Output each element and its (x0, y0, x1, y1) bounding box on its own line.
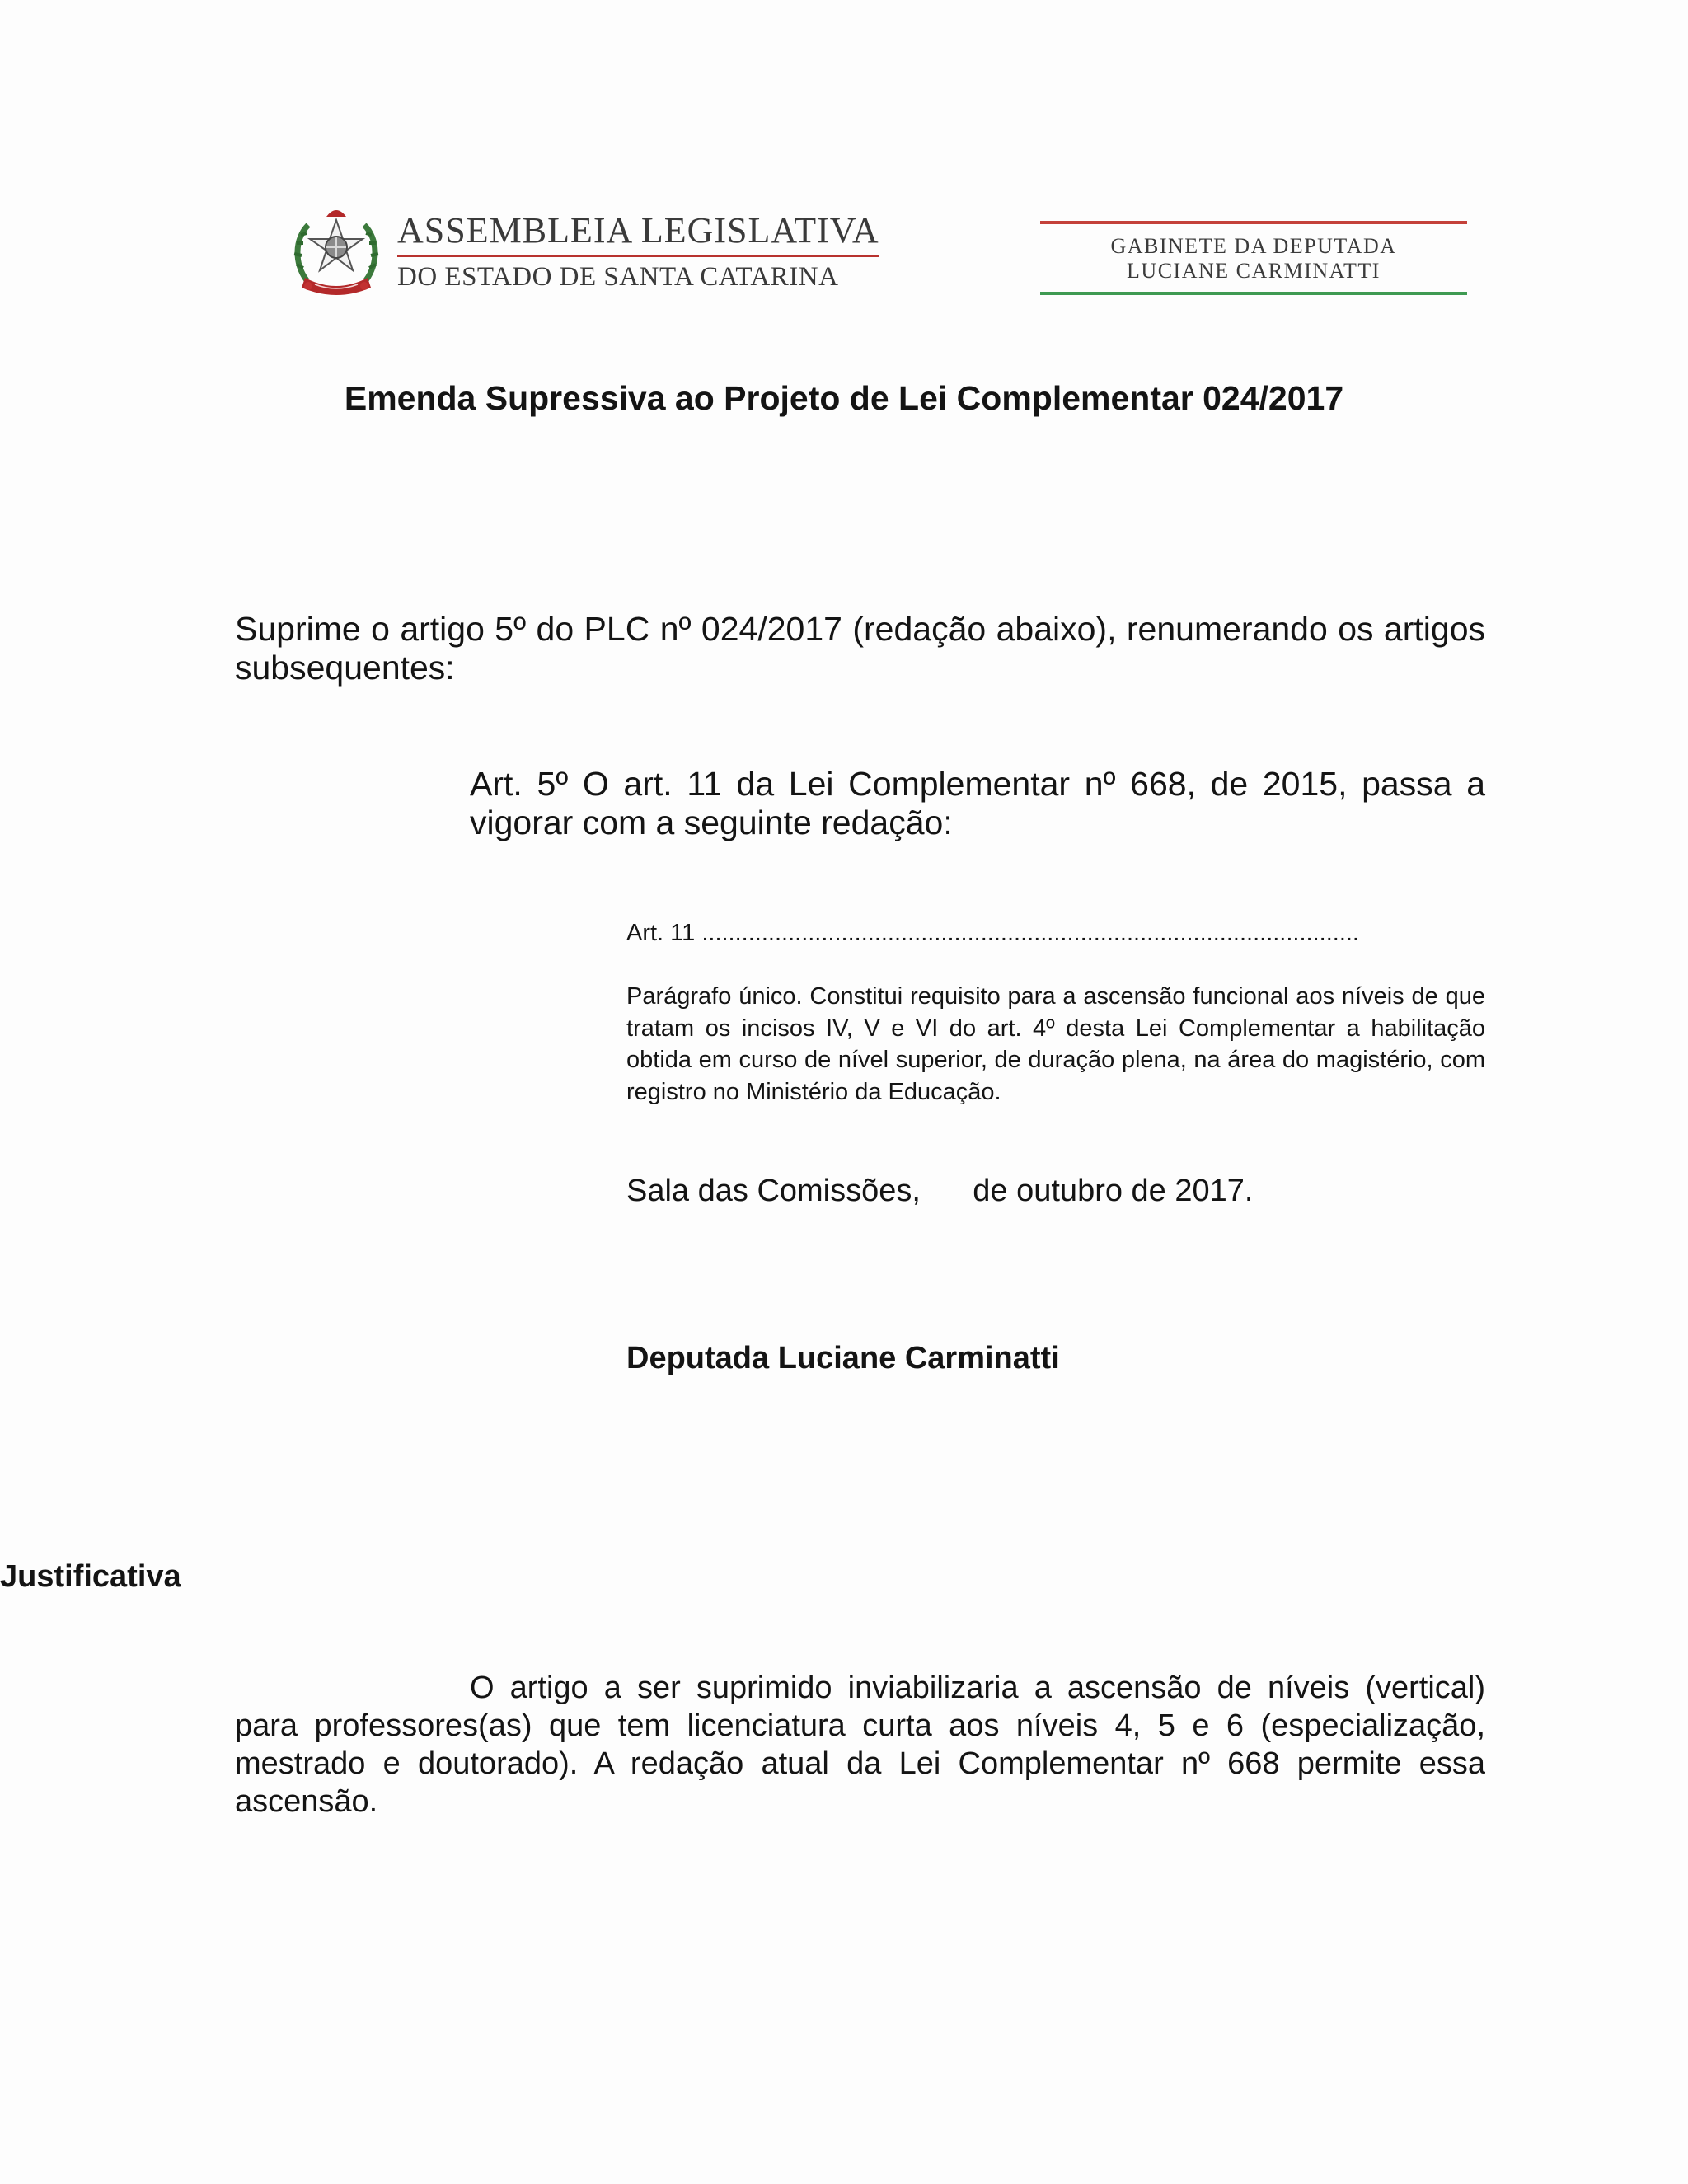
assembly-name (397, 209, 879, 292)
assembly-name-line1: ASSEMBLEIA LEGISLATIVA (397, 209, 879, 251)
document-title: Emenda Supressiva ao Projeto de Lei Complementar 024/2017 (344, 379, 1344, 417)
assembly-header (290, 198, 879, 305)
cabinet-header (1040, 221, 1467, 295)
cabinet-name-line2: LUCIANE CARMINATTI (1127, 259, 1381, 283)
cabinet-name (1040, 224, 1467, 292)
sole-paragraph-text: Parágrafo único. Constitui requisito para a ascensão funcional aos níveis de que tratam os incisos IV, V e VI do art. 4º desta Lei Complementar a habilitação obtida em curso de nível superior, de duração plena, na área do magistério, com registro no Ministério da Educação. (626, 983, 1485, 1105)
article-11-heading: Art. 11 ................................................................................................... (626, 920, 1359, 946)
cabinet-bottom-rule (1040, 292, 1467, 295)
justification-text: O artigo a ser suprimido inviabilizaria a ascensão de níveis (vertical) para professores(as) que tem licenciatura curta aos níveis 4, 5 e 6 (especialização, mestrado e doutorado). A redação atual da Lei Complementar nº 668 permite essa ascensão. (235, 1671, 1485, 1819)
assembly-name-line2: DO ESTADO DE SANTA CATARINA (397, 261, 839, 292)
state-coat-of-arms-icon (290, 202, 382, 301)
justification-title: Justificativa (0, 1559, 181, 1594)
suppression-statement: Suprime o artigo 5º do PLC nº 024/2017 (redação abaixo), renumerando os artigos subsequentes: (235, 610, 1485, 687)
article-5-text: Art. 5º O art. 11 da Lei Complementar nº 668, de 2015, passa a vigorar com a seguinte redação: (470, 765, 1485, 841)
session-date-line: Sala das Comissões, de outubro de 2017. (626, 1174, 1254, 1208)
signer-name: Deputada Luciane Carminatti (626, 1341, 1060, 1376)
assembly-divider (397, 255, 879, 257)
cabinet-name-line1: GABINETE DA DEPUTADA (1110, 234, 1397, 258)
